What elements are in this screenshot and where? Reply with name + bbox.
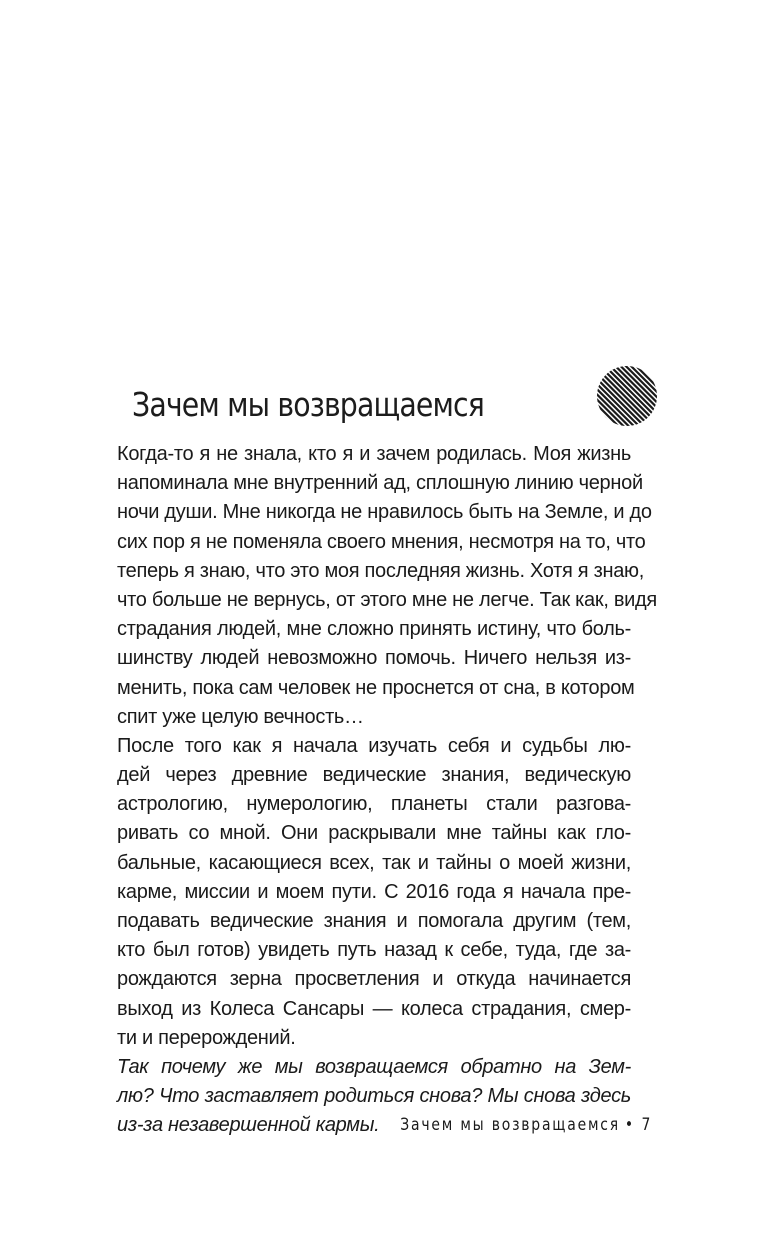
text-line: теперь я знаю, что это моя последняя жизнь. Хотя я знаю, bbox=[117, 559, 644, 582]
running-footer bbox=[400, 1115, 652, 1135]
footer-bullet: • bbox=[624, 1115, 635, 1135]
text-line: лю? Что заставляет родиться снова? Мы снова здесь bbox=[117, 1085, 631, 1108]
text-line: карме, миссии и моем пути. С 2016 года я начала пре- bbox=[117, 880, 631, 903]
text-line: ти и перерождений. bbox=[117, 1026, 296, 1049]
text-line: страдания людей, мне сложно принять истину, что боль- bbox=[117, 618, 631, 641]
running-title: Зачем мы возвращаемся bbox=[400, 1115, 620, 1135]
text-line: менить, пока сам человек не проснется от сна, в котором bbox=[117, 676, 635, 699]
text-line: дей через древние ведические знания, ведическую bbox=[117, 764, 631, 787]
text-line: После того как я начала изучать себя и судьбы лю- bbox=[117, 734, 631, 757]
text-line: кто был готов) увидеть путь назад к себе, туда, где за- bbox=[117, 939, 631, 962]
text-line: Когда-то я не знала, кто я и зачем родилась. Моя жизнь bbox=[117, 443, 631, 465]
text-line: Так почему же мы возвращаемся обратно на Зем- bbox=[117, 1055, 631, 1078]
chapter-title: Зачем мы возвращаемся bbox=[132, 385, 485, 424]
text-line: рождаются зерна просветления и откуда начинается bbox=[117, 968, 631, 991]
text-line: что больше не вернусь, от этого мне не легче. Так как, видя bbox=[117, 588, 657, 611]
text-line: выход из Колеса Сансары — колеса страдания, смер- bbox=[117, 997, 631, 1020]
text-line: астрологию, нумерологию, планеты стали разгова- bbox=[117, 793, 631, 816]
striped-circle-icon bbox=[596, 365, 658, 427]
text-line: ривать со мной. Они раскрывали мне тайны как гло- bbox=[117, 822, 631, 845]
page-number: 7 bbox=[641, 1115, 652, 1135]
text-line: подавать ведические знания и помогала другим (тем, bbox=[117, 910, 631, 932]
text-line: напоминала мне внутренний ад, сплошную линию черной bbox=[117, 472, 643, 495]
text-line: ночи души. Мне никогда не нравилось быть на Земле, и до bbox=[117, 501, 652, 524]
text-line: из-за незавершенной кармы. bbox=[117, 1114, 380, 1137]
text-line: бальные, касающиеся всех, так и тайны о моей жизни, bbox=[117, 851, 631, 874]
text-line: сих пор я не поменяла своего мнения, несмотря на то, что bbox=[117, 530, 646, 553]
text-line: спит уже целую вечность… bbox=[117, 705, 364, 728]
text-line: шинству людей невозможно помочь. Ничего нельзя из- bbox=[117, 647, 631, 670]
body-text bbox=[117, 440, 657, 1141]
